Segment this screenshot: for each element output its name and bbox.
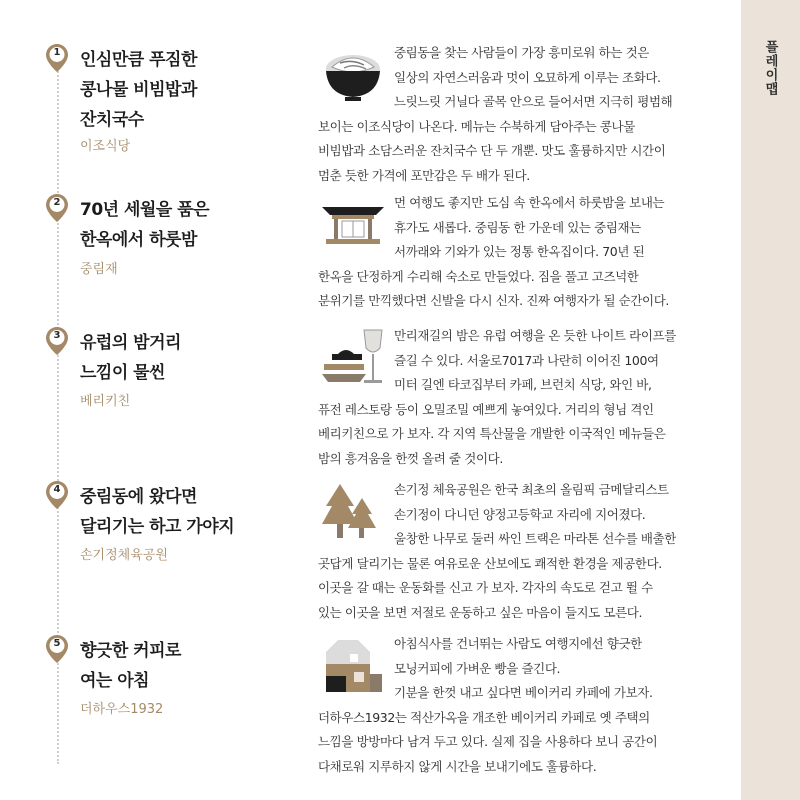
map-pin-icon [45,193,69,223]
desc-line: 미터 길엔 타코집부터 카페, 브런치 식당, 와인 바, [394,377,652,392]
item-number: 3 [53,330,61,341]
desc-line: 모닝커피에 가벼운 빵을 즐긴다. [394,660,561,676]
desc-line: 보이는 이조식당이 나온다. 메뉴는 수북하게 담아주는 콩나물 [318,118,635,134]
item-description [318,632,720,779]
item-number: 5 [53,638,61,649]
title-line: 70년 세월을 품은 [80,200,210,220]
map-pin-icon [45,634,69,664]
item-description [318,191,720,314]
desc-line: 아침식사를 건너뛰는 사람도 여행지에선 향긋한 [394,636,642,651]
desc-line: 이곳을 갈 때는 운동화를 신고 가 보자. 각자의 속도로 걷고 뛸 수 [318,580,653,595]
desc-line: 멈춘 듯한 가격에 포만감은 두 배가 된다. [318,167,530,183]
title-line: 향긋한 커피로 [80,641,181,661]
desc-line: 휴가도 새롭다. 중림동 한 가운데 있는 중림재는 [394,219,641,235]
title-line: 느낌이 물씬 [80,363,166,383]
desc-line: 중림동을 찾는 사람들이 가장 흥미로워 하는 것은 [394,45,649,60]
place-name: 더하우스1932 [80,702,164,717]
title-line: 한옥에서 하룻밤 [80,230,197,250]
item-title [80,328,310,388]
desc-line: 퓨전 레스토랑 등이 오밀조밀 예쁘게 놓여있다. 거리의 형님 격인 [318,401,654,417]
desc-line: 비빔밥과 소담스러운 잔치국수 단 두 개뿐. 맛도 훌륭하지만 시간이 [318,143,666,158]
side-band [741,0,800,800]
side-label: 플레이맵 [762,40,778,96]
desc-line: 기분을 한껏 내고 싶다면 베이커리 카페에 가보자. [394,685,653,700]
place-name: 이조식당 [80,139,131,154]
item-description [318,324,720,471]
item-number: 1 [53,47,61,58]
place-name: 손기정체육공원 [80,548,168,563]
item-description [318,478,720,625]
desc-line: 서까래와 기와가 있는 정통 한옥집이다. 70년 된 [394,244,645,259]
title-line: 콩나물 비빔밥과 [80,80,197,100]
desc-line: 만리재길의 밤은 유럽 여행을 온 듯한 나이트 라이프를 [394,328,676,343]
desc-line: 일상의 자연스러움과 멋이 오묘하게 이루는 조화다. [394,69,661,85]
desc-line: 더하우스1932는 적산가옥을 개조한 베이커리 카페로 옛 주택의 [318,709,650,725]
map-pin-icon [45,43,69,73]
desc-line: 손기정이 다니던 양정고등학교 자리에 지어졌다. [394,506,646,522]
item-number: 2 [53,197,61,208]
desc-line: 있는 이곳을 보면 저절로 운동하고 싶은 마음이 들지도 모른다. [318,604,643,620]
title-line: 인심만큼 푸짐한 [80,50,197,70]
item-title [80,195,310,255]
item-title [80,45,310,135]
desc-line: 손기정 체육공원은 한국 최초의 올림픽 금메달리스트 [394,482,669,497]
desc-line: 즐길 수 있다. 서울로7017과 나란히 이어진 100여 [394,352,659,368]
desc-line: 다채로워 지루하지 않게 시간을 보내기에도 훌륭하다. [318,758,597,774]
desc-line: 분위기를 만끽했다면 신발을 다시 신자. 진짜 여행자가 될 순간이다. [318,293,669,308]
desc-line: 먼 여행도 좋지만 도심 속 한옥에서 하룻밤을 보내는 [394,195,665,210]
desc-line: 한옥을 단정하게 수리해 숙소로 만들었다. 짐을 풀고 고즈넉한 [318,268,639,284]
place-name: 중림재 [80,262,118,277]
item-description [318,41,720,188]
desc-line: 느낌을 방방마다 남겨 두고 있다. 실제 집을 사용하다 보니 공간이 [318,734,658,749]
title-line: 잔치국수 [80,110,144,130]
title-line: 중림동에 왔다면 [80,487,197,507]
title-line: 여는 아침 [80,671,150,691]
map-pin-icon [45,326,69,356]
desc-line: 베리키친으로 가 보자. 각 지역 특산물을 개발한 이국적인 메뉴들은 [318,426,666,441]
item-number: 4 [53,484,61,495]
desc-line: 느릿느릿 거닐다 골목 안으로 들어서면 지극히 평범해 [394,94,673,109]
map-pin-icon [45,480,69,510]
item-title [80,636,310,696]
place-name: 베리키친 [80,394,131,409]
desc-line: 울창한 나무로 둘러 싸인 트랙은 마라톤 선수를 배출한 [394,531,676,546]
item-title [80,482,310,542]
title-line: 유럽의 밤거리 [80,333,181,353]
desc-line: 밤의 흥겨움을 한껏 올려 줄 것이다. [318,450,503,466]
title-line: 달리기는 하고 가야지 [80,517,235,537]
desc-line: 곳답게 달리기는 물론 여유로운 산보에도 쾌적한 환경을 제공한다. [318,555,662,571]
